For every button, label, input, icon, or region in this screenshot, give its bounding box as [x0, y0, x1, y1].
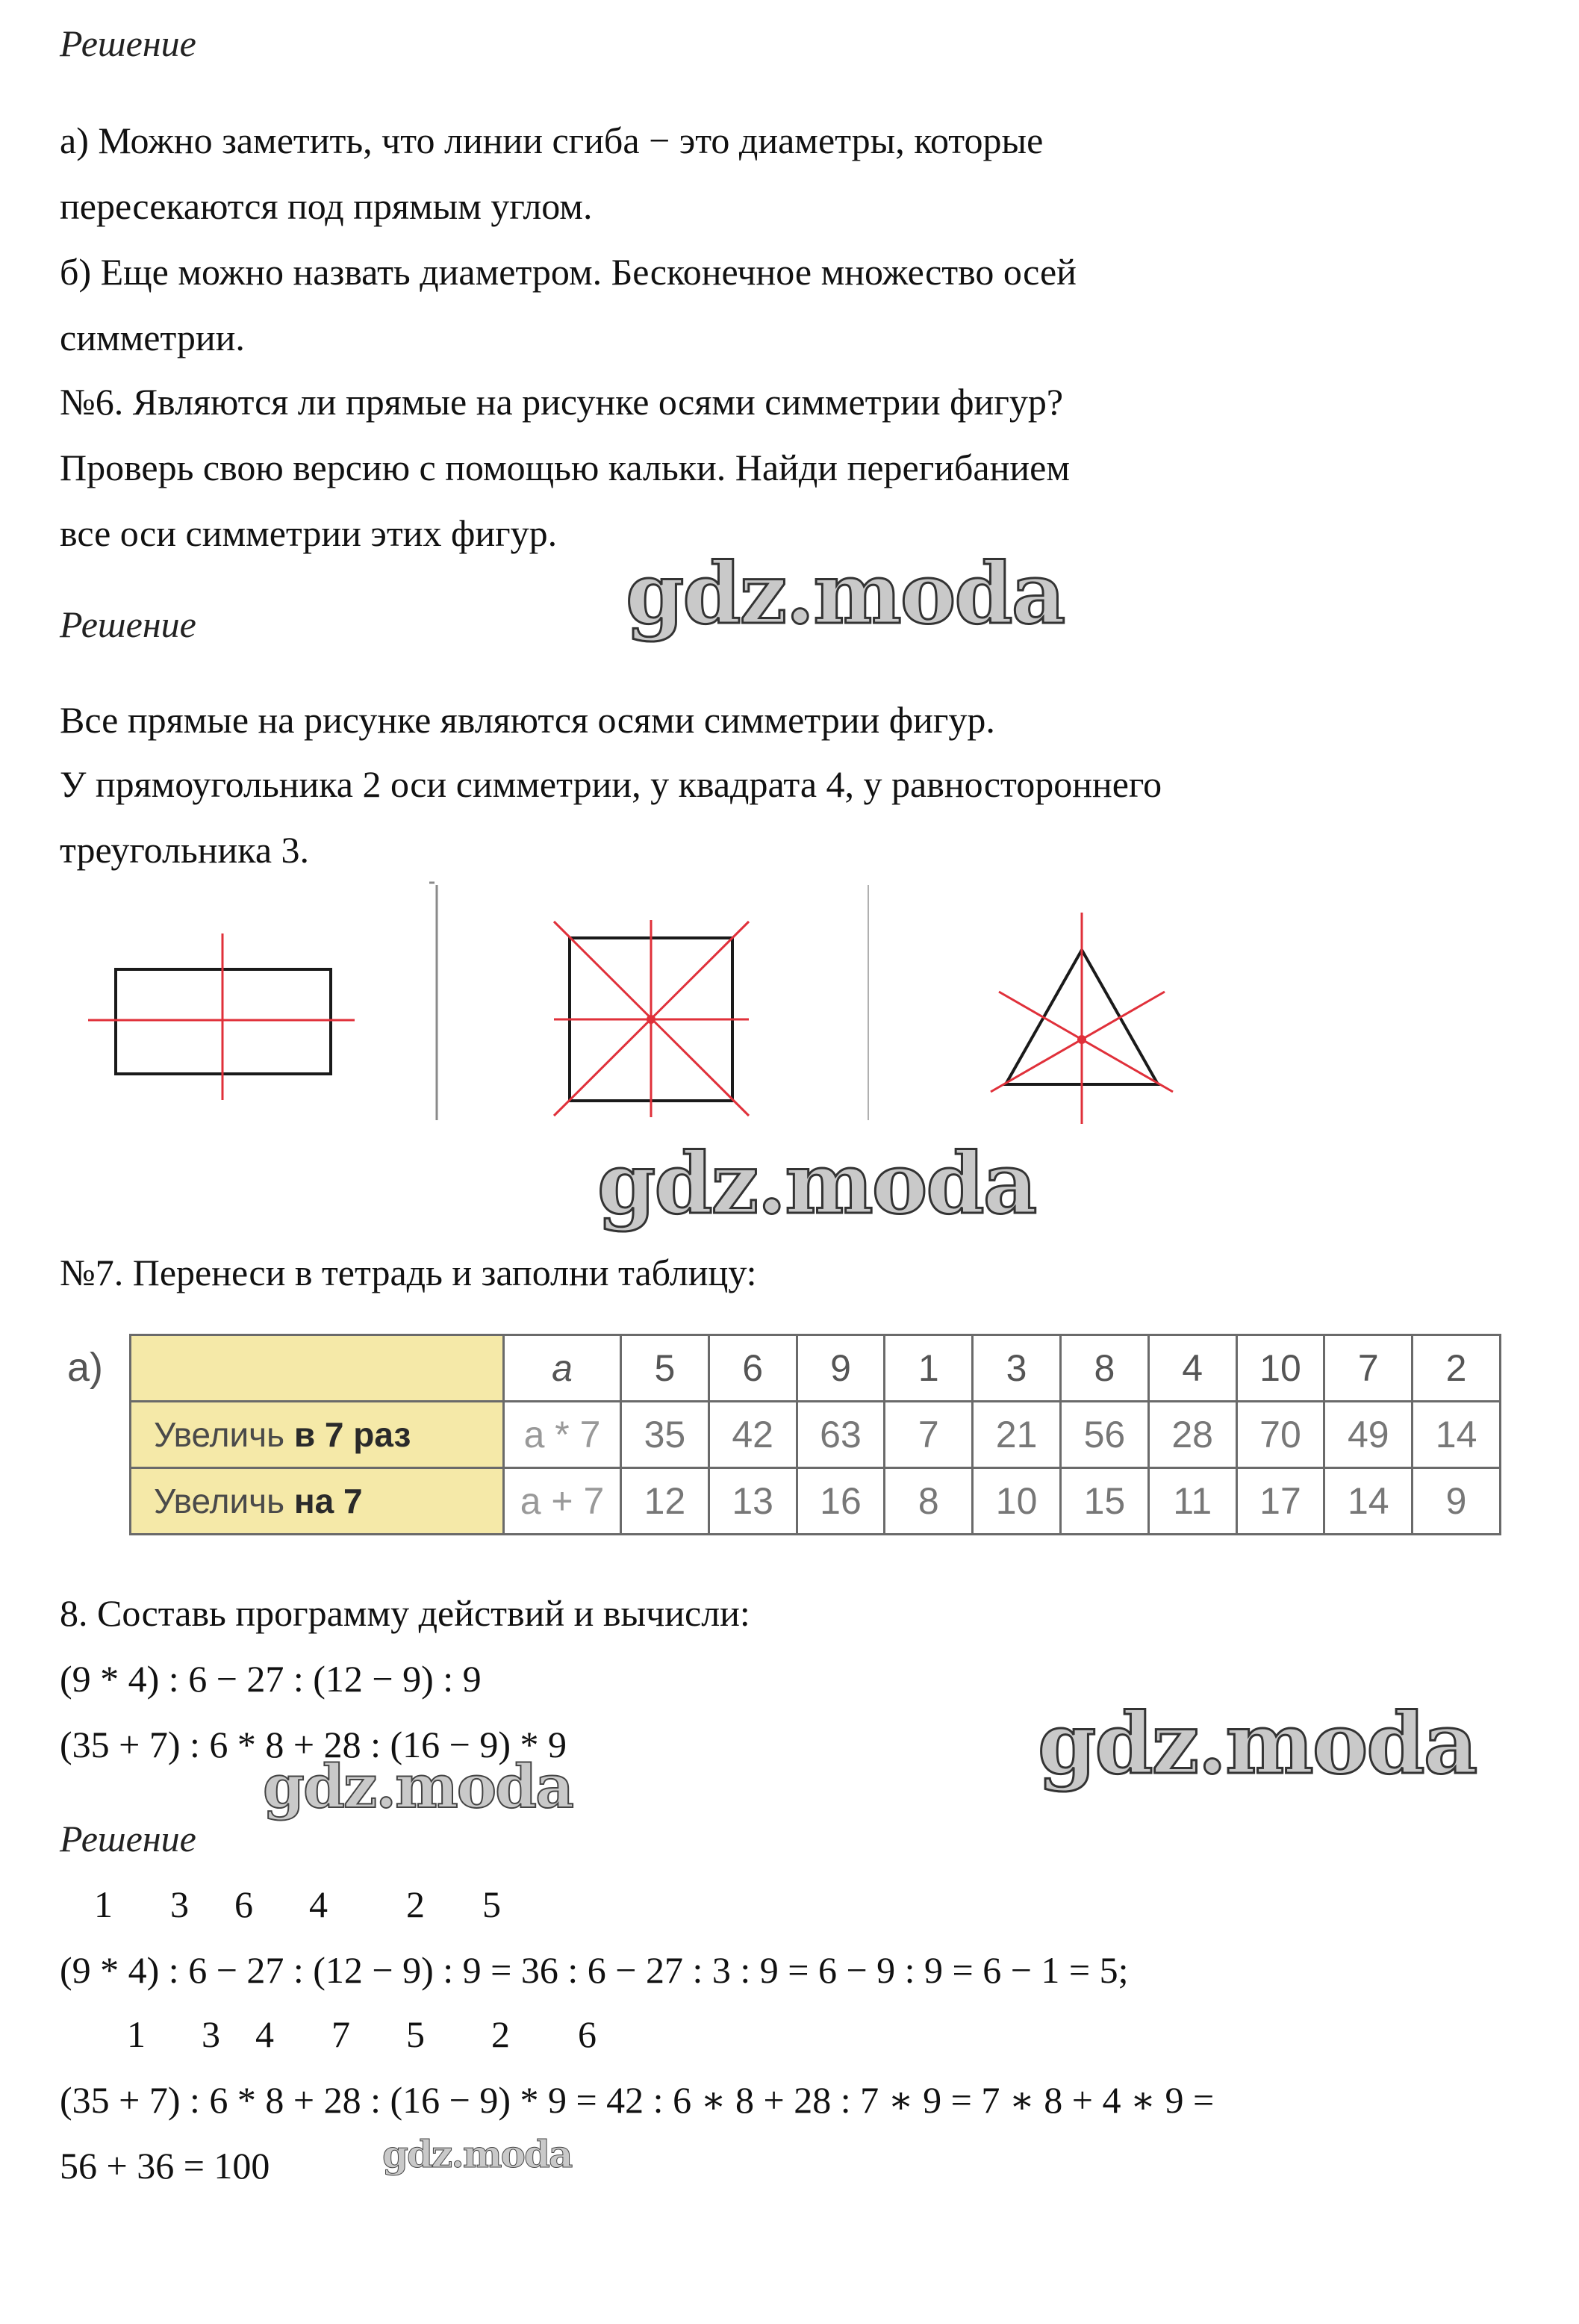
task8-line-2: (9 * 4) : 6 − 27 : (12 − 9) : 9 [60, 1658, 482, 1700]
calc-line-3: 56 + 36 = 100 [60, 2145, 270, 2187]
table-cell: 3 [973, 1335, 1061, 1402]
table-cell: 21 [973, 1402, 1061, 1468]
row-label-text: Увеличь [154, 1415, 294, 1454]
order-number: 5 [406, 2013, 425, 2055]
table-cell: 10 [973, 1468, 1061, 1535]
watermark: gdz.moda [1038, 1695, 1477, 1793]
order-number: 5 [482, 1883, 501, 1925]
watermark: gdz.moda [263, 1751, 573, 1821]
solution-label: Решение [60, 603, 196, 645]
table-cell: 9 [797, 1335, 885, 1402]
order-number: 7 [331, 2013, 350, 2055]
calc-line-2: (35 + 7) : 6 * 8 + 28 : (16 − 9) * 9 = 42 : 6 ∗ 8 + 28 : 7 ∗ 9 = 7 ∗ 8 + 4 ∗ 9 = [60, 2079, 1215, 2121]
table-cell: 6 [708, 1335, 797, 1402]
table-cell: 9 [1413, 1468, 1501, 1535]
table-cell: 14 [1413, 1402, 1501, 1468]
table-cell [131, 1335, 504, 1402]
row-label-bold: на 7 [293, 1482, 363, 1520]
table-cell: 49 [1324, 1402, 1413, 1468]
row-label-bold: в 7 раз [293, 1415, 411, 1454]
symmetry-axis [999, 992, 1173, 1092]
row-label-text: Увеличь [154, 1482, 294, 1520]
table-cell: 7 [1324, 1335, 1413, 1402]
table-cell: 28 [1148, 1402, 1236, 1468]
task6-line-1: №6. Являются ли прямые на рисунке осями симметрии фигур? [60, 381, 1064, 423]
order-number: 6 [578, 2013, 597, 2055]
order-number: 1 [94, 1883, 113, 1925]
row-label [131, 1402, 504, 1468]
table-cell: 17 [1236, 1468, 1324, 1535]
table-cell: 10 [1236, 1335, 1324, 1402]
table-cell: 70 [1236, 1402, 1324, 1468]
order-number: 1 [127, 2013, 146, 2055]
answer-a-line-1: а) Можно заметить, что линии сгиба − это диаметры, которые [60, 119, 1044, 161]
order-number: 2 [406, 1883, 425, 1925]
answer-b-line-2: симметрии. [60, 317, 245, 358]
table-cell: 63 [797, 1402, 885, 1468]
table-cell: 12 [621, 1468, 709, 1535]
values-table [129, 1334, 1501, 1535]
table-cell: a * 7 [504, 1402, 621, 1468]
table-cell: 5 [621, 1335, 709, 1402]
table-cell: a [504, 1335, 621, 1402]
watermark: gdz.moda [626, 545, 1065, 643]
table-cell: 13 [708, 1468, 797, 1535]
table-cell: a + 7 [504, 1468, 621, 1535]
task6-line-3: все оси симметрии этих фигур. [60, 512, 558, 554]
solution-label: Решение [60, 1818, 196, 1859]
watermark: gdz.moda [382, 2132, 572, 2176]
table-cell: 14 [1324, 1468, 1413, 1535]
order-number: 3 [202, 2013, 220, 2055]
task8-line-1: 8. Составь программу действий и вычисли: [60, 1592, 750, 1634]
answer-a-line-2: пересекаются под прямым углом. [60, 185, 593, 227]
table-cell: 1 [885, 1335, 973, 1402]
table-cell: 7 [885, 1402, 973, 1468]
task7-line: №7. Перенеси в тетрадь и заполни таблицу: [60, 1252, 757, 1293]
table-cell: 11 [1148, 1468, 1236, 1535]
answer6-line-2: У прямоугольника 2 оси симметрии, у квадрата 4, у равностороннего [60, 763, 1162, 805]
task8-line-3: (35 + 7) : 6 * 8 + 28 : (16 − 9) * 9 [60, 1724, 567, 1765]
table-row [131, 1468, 1501, 1535]
row-label [131, 1468, 504, 1535]
order-number: 3 [170, 1883, 189, 1925]
answer6-line-1: Все прямые на рисунке являются осями симметрии фигур. [60, 699, 995, 741]
answer-b-line-1: б) Еще можно назвать диаметром. Бесконечное множество осей [60, 251, 1077, 293]
watermark: gdz.moda [597, 1135, 1036, 1233]
center-point [647, 1015, 655, 1024]
table-letter: а) [67, 1345, 104, 1390]
table-row [131, 1335, 1501, 1402]
answer6-line-3: треугольника 3. [60, 829, 310, 871]
table-cell: 2 [1413, 1335, 1501, 1402]
solution-label: Решение [60, 22, 196, 64]
symmetry-figures [0, 874, 1579, 1128]
order-number: 4 [255, 2013, 274, 2055]
table-cell: 4 [1148, 1335, 1236, 1402]
center-point [1077, 1035, 1086, 1044]
table-cell: 16 [797, 1468, 885, 1535]
table-cell: 35 [621, 1402, 709, 1468]
table-cell: 56 [1060, 1402, 1148, 1468]
task6-line-2: Проверь свою версию с помощью кальки. Найди перегибанием [60, 447, 1070, 488]
table-cell: 8 [885, 1468, 973, 1535]
table-cell: 8 [1060, 1335, 1148, 1402]
order-number: 4 [309, 1883, 328, 1925]
order-number: 2 [491, 2013, 510, 2055]
symmetry-axis [991, 992, 1165, 1092]
table-cell: 15 [1060, 1468, 1148, 1535]
table-row [131, 1402, 1501, 1468]
order-number: 6 [234, 1883, 253, 1925]
calc-line-1: (9 * 4) : 6 − 27 : (12 − 9) : 9 = 36 : 6 − 27 : 3 : 9 = 6 − 9 : 9 = 6 − 1 = 5; [60, 1949, 1129, 1991]
table-cell: 42 [708, 1402, 797, 1468]
